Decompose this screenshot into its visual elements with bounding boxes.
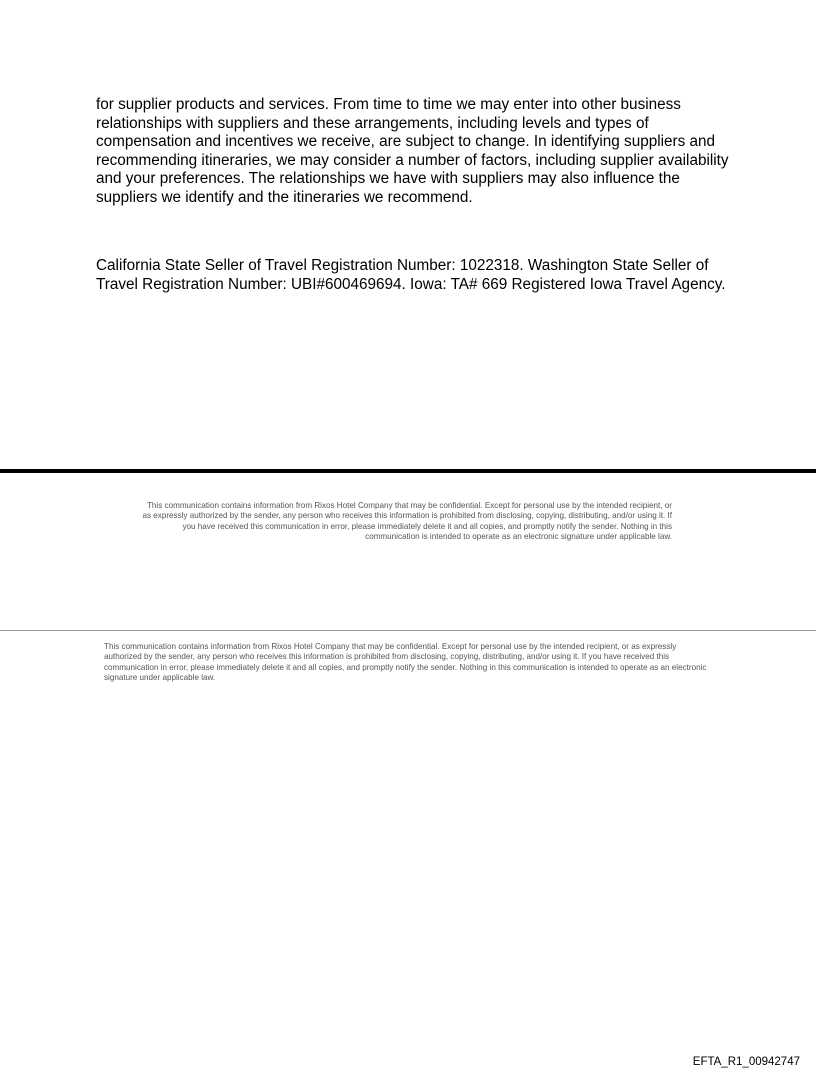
document-id-stamp: EFTA_R1_00942747 [692,1056,800,1068]
thick-divider [0,469,816,473]
confidentiality-disclaimer-left-aligned: This communication contains information from Rixos Hotel Company that may be confidential. Except for personal use by the intended recipient, or as expressly authorized by the sender, any person who receives this information is prohibited from disclosing, copying, distributing, and/or using it. If you have received this communication in error, please immediately delete it and all copies, and promptly notify the sender. Nothing in this communication is intended to operate as an electronic signature under applicable law. [104,642,707,682]
supplier-relationships-paragraph: for supplier products and services. From time to time we may enter into other business relationships with suppliers and these arrangements, including levels and types of compensation and incentives we receive, are subject to change. In identifying suppliers and recommending itineraries, we may consider a number of factors, including supplier availability and your preferences. The relationships we have with suppliers may also influence the suppliers we identify and the itineraries we recommend. [96,96,729,206]
confidentiality-disclaimer-right-aligned: This communication contains information from Rixos Hotel Company that may be confidential. Except for personal use by the intended recipient, or as expressly authorized by the sender, any person who receives this information is prohibited from disclosing, copying, distributing, and/or using it. If you have received this communication in error, please immediately delete it and all copies, and promptly notify the sender. Nothing in this communication is intended to operate as an electronic signature under applicable law. [142,501,672,541]
registration-numbers-paragraph: California State Seller of Travel Registration Number: 1022318. Washington State Seller of Travel Registration Number: UBI#600469694. Iowa: TA# 669 Registered Iowa Travel Agency. [96,257,726,293]
thin-divider [0,630,816,631]
